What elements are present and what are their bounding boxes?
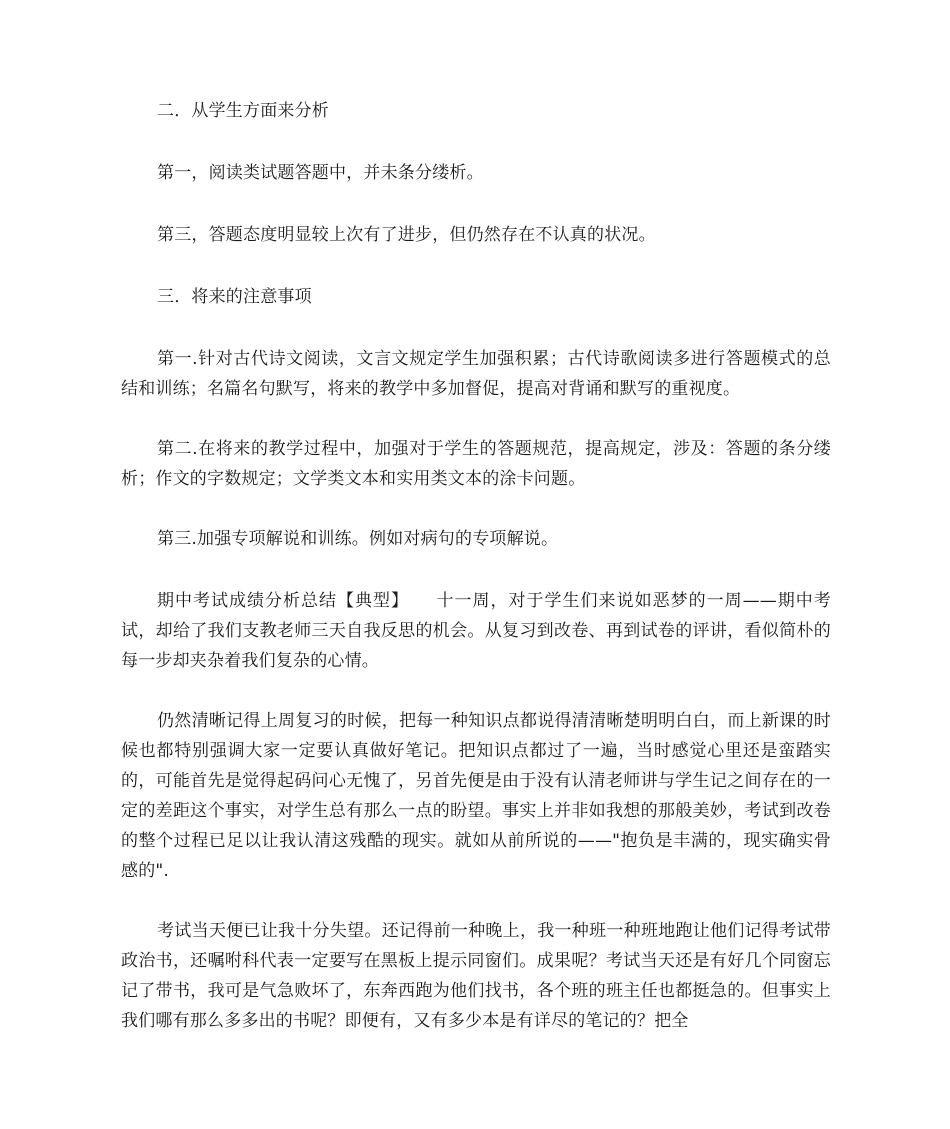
paragraph-midterm-summary: 期中考试成绩分析总结【典型】 十一周，对于学生们来说如恶梦的一周——期中考试，却给了我们支教老师三天自我反思的机会。从复习到改卷、再到试卷的评讲，看似简朴的每一步却夹杂着我们复杂的心情。	[121, 591, 831, 671]
section-heading-student-analysis: 二．从学生方面来分析	[157, 101, 329, 121]
paragraph-exam-day: 考试当天便已让我十分失望。还记得前一种晚上，我一种班一种班地跑让他们记得考试带政治书，还嘱咐科代表一定要写在黑板上提示同窗们。成果呢？考试当天还是有好几个同窗忘记了带书，我可是气急败坏了，东奔西跑为他们找书，各个班的班主任也都挺急的。但事实上我们哪有那么多多出的书呢？即便有，又有多少本是有详尽的笔记的？把全	[121, 921, 831, 1031]
paragraph-future-three: 第三.加强专项解说和训练。例如对病句的专项解说。	[157, 529, 559, 549]
section-heading-future-notes: 三．将来的注意事项	[157, 287, 312, 307]
paragraph-point-one: 第一，阅读类试题答题中，并未条分缕析。	[157, 163, 484, 183]
document-page	[121, 96, 831, 1066]
paragraph-future-two: 第二.在将来的教学过程中，加强对于学生的答题规范，提高规定，涉及：答题的条分缕析；作文的字数规定；文学类文本和实用类文本的涂卡问题。	[121, 439, 831, 489]
paragraph-future-one: 第一.针对古代诗文阅读，文言文规定学生加强积累；古代诗歌阅读多进行答题模式的总结和训练；名篇名句默写，将来的教学中多加督促，提高对背诵和默写的重视度。	[121, 349, 831, 399]
paragraph-point-three: 第三，答题态度明显较上次有了进步，但仍然存在不认真的状况。	[157, 225, 656, 245]
paragraph-review-recollection: 仍然清晰记得上周复习的时候，把每一种知识点都说得清清晰楚明明白白，而上新课的时候也都特别强调大家一定要认真做好笔记。把知识点都过了一遍，当时感觉心里还是蛮踏实的，可能首先是觉得起码问心无愧了，另首先便是由于没有认清老师讲与学生记之间存在的一定的差距这个事实，对学生总有那么一点的盼望。事实上并非如我想的那般美妙，考试到改卷的整个过程已足以让我认清这残酷的现实。就如从前所说的——"抱负是丰满的，现实确实骨感的".	[121, 711, 831, 881]
